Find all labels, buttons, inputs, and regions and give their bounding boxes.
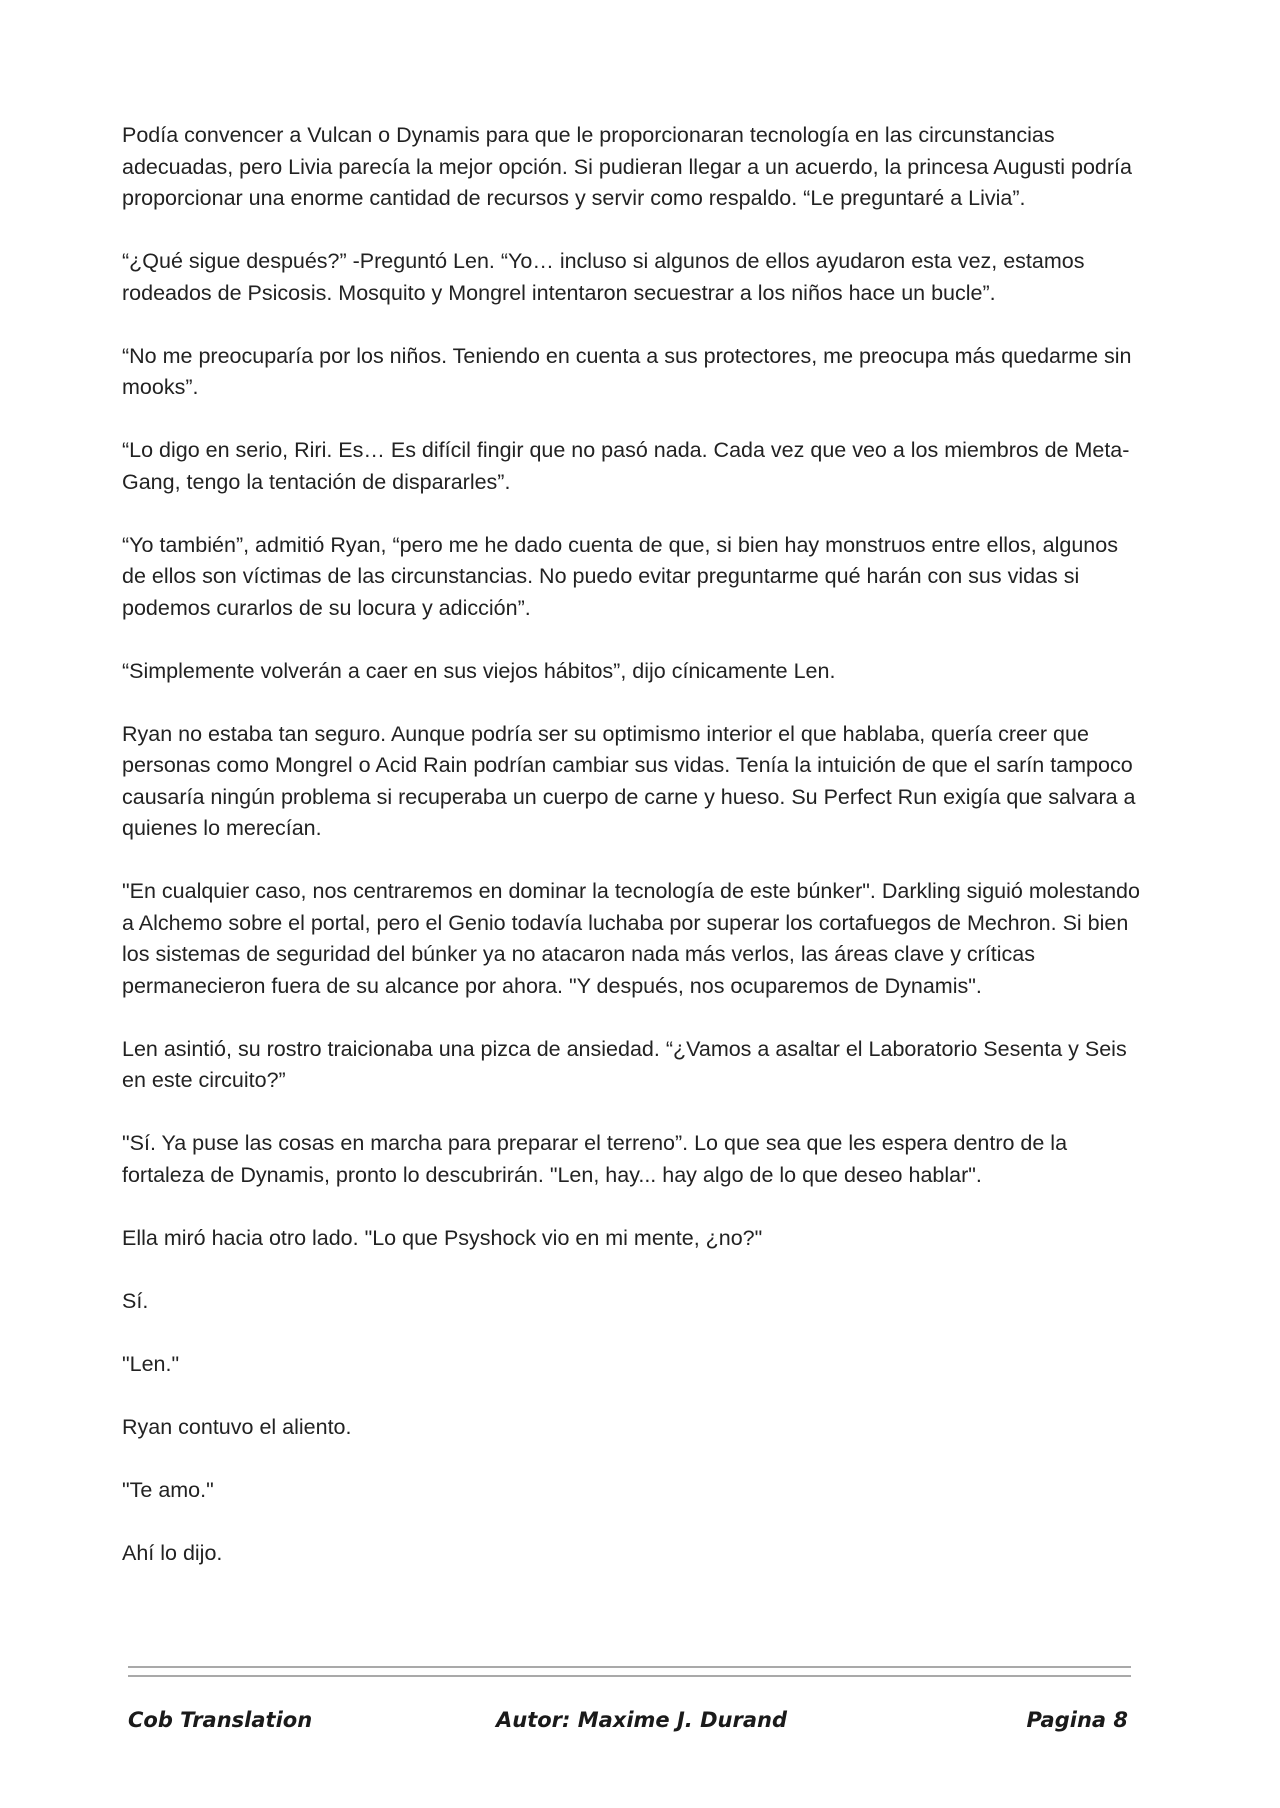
footer-page-number: Pagina 8 (1026, 1708, 1128, 1732)
paragraph: "Sí. Ya puse las cosas en marcha para preparar el terreno”. Lo que sea que les espera dentro de la fortaleza de Dynamis, pronto lo descubrirán. "Len, hay... hay algo de lo que deseo hablar". (122, 1131, 1068, 1187)
paragraph: “Lo digo en serio, Riri. Es… Es difícil fingir que no pasó nada. Cada vez que veo a los miembros de Meta-Gang, tengo la tentación de dispararles”. (122, 438, 1130, 494)
paragraph: Len asintió, su rostro traicionaba una pizca de ansiedad. “¿Vamos a asaltar el Laboratorio Sesenta y Seis en este circuito?” (122, 1036, 1127, 1092)
paragraph: “Simplemente volverán a caer en sus viejos hábitos”, dijo cínicamente Len. (122, 658, 836, 683)
footer-divider-top (128, 1666, 1131, 1668)
paragraph: Podía convencer a Vulcan o Dynamis para que le proporcionaran tecnología en las circunstancias adecuadas, pero Livia parecía la mejor opción. Si pudieran llegar a un acuerdo, la princesa Augusti podría proporcionar una enorme cantidad de recursos y servir como respaldo. “Le preguntaré a Livia”. (122, 123, 1132, 210)
paragraph: Ahí lo dijo. (122, 1540, 223, 1565)
paragraph: "En cualquier caso, nos centraremos en dominar la tecnología de este búnker". Darkling siguió molestando a Alchemo sobre el portal, pero el Genio todavía luchaba por superar los cortafuegos de Mechron. Si bien los sistemas de seguridad del búnker ya no atacaron nada más verlos, las áreas clave y críticas permanecieron fuera de su alcance por ahora. "Y después, nos ocuparemos de Dynamis". (122, 879, 1140, 998)
paragraph: “No me preocuparía por los niños. Teniendo en cuenta a sus protectores, me preocupa más quedarme sin mooks”. (122, 343, 1132, 399)
body-text (122, 120, 1142, 1601)
paragraph: “Yo también”, admitió Ryan, “pero me he dado cuenta de que, si bien hay monstruos entre ellos, algunos de ellos son víctimas de las circunstancias. No puedo evitar preguntarme qué harán con sus vidas si podemos curarlos de su locura y adicción”. (122, 532, 1118, 620)
paragraph: Sí. (122, 1288, 149, 1313)
footer-author: Autor: Maxime J. Durand (496, 1708, 787, 1732)
paragraph: Ryan no estaba tan seguro. Aunque podría ser su optimismo interior el que hablaba, quería creer que personas como Mongrel o Acid Rain podrían cambiar sus vidas. Tenía la intuición de que el sarín tampoco causaría ningún problema si recuperaba un cuerpo de carne y hueso. Su Perfect Run exigía que salvara a quienes lo merecían. (122, 721, 1136, 840)
paragraph: “¿Qué sigue después?” -Preguntó Len. “Yo… incluso si algunos de ellos ayudaron esta vez, estamos rodeados de Psicosis. Mosquito y Mongrel intentaron secuestrar a los niños hace un bucle”. (122, 249, 1085, 305)
paragraph: "Te amo." (122, 1477, 214, 1502)
footer-divider-bottom (128, 1675, 1131, 1677)
footer-translator: Cob Translation (128, 1708, 313, 1732)
paragraph: Ella miró hacia otro lado. "Lo que Psyshock vio en mi mente, ¿no?" (122, 1225, 763, 1250)
page-footer (128, 1708, 1128, 1742)
paragraph: "Len." (122, 1351, 180, 1376)
paragraph: Ryan contuvo el aliento. (122, 1414, 352, 1439)
